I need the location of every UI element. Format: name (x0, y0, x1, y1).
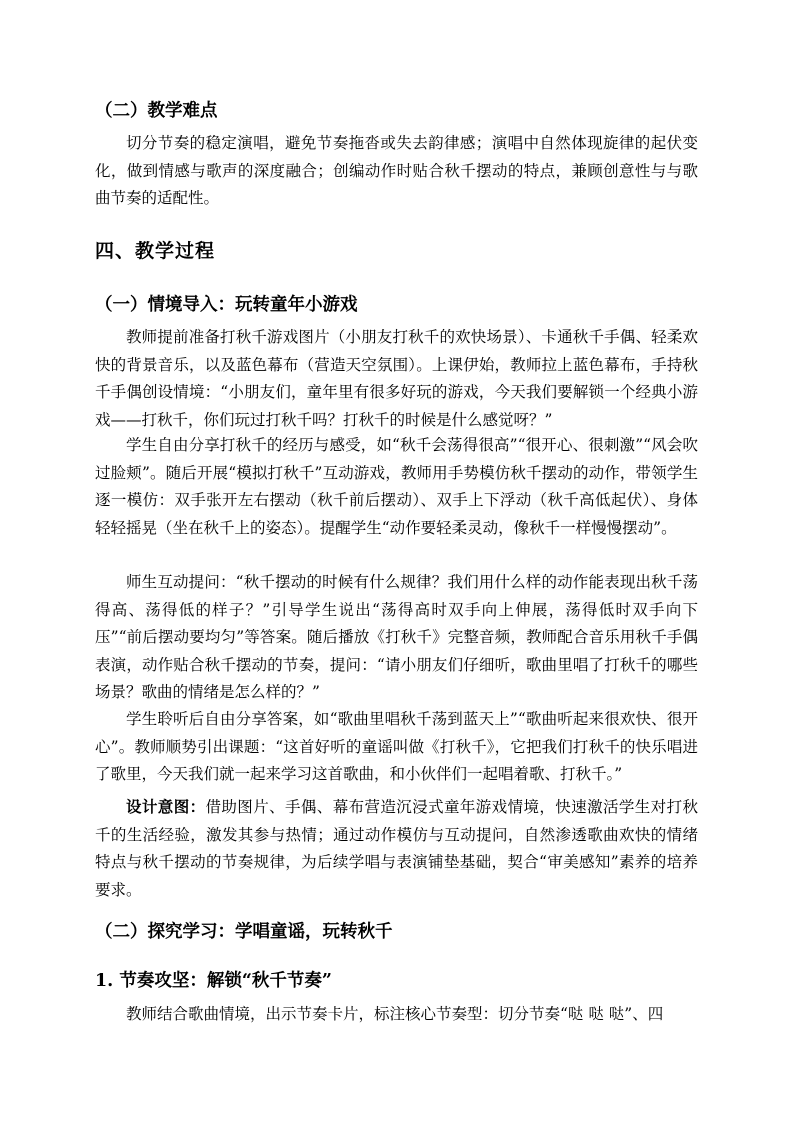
rhythm-heading: 1. 节奏攻坚：解锁“秋千节奏” (95, 971, 332, 991)
rhythm-paragraph: 教师结合歌曲情境，出示节奏卡片，标注核心节奏型：切分节奏“哒 哒 哒”、四 (126, 1005, 664, 1023)
design-intent-paragraph (95, 793, 698, 904)
explore-heading: （二）探究学习：学唱童谣，玩转秋千 (95, 922, 393, 942)
intro-paragraph-4: 学生聆听后自由分享答案，如“歌曲里唱秋千荡到蓝天上”“歌曲听起来很欢快、很开心”。教师顺势引出课题：“这首好听的童谣叫做《打秋千》，它把我们打秋千的快乐唱进了歌里，今天我们就一起来学习这首歌曲，和小伙伴们一起唱着歌、打秋千。” (95, 710, 698, 783)
process-heading: 四、教学过程 (95, 240, 216, 262)
intro-paragraph-1: 教师提前准备打秋千游戏图片（小朋友打秋千的欢快场景）、卡通秋千手偶、轻柔欢快的背景音乐，以及蓝色幕布（营造天空氛围）。上课伊始，教师拉上蓝色幕布，手持秋千手偶创设情境：“小朋友们，童年里有很多好玩的游戏，今天我们要解锁一个经典小游戏——打秋千，你们玩过打秋千吗？打秋千的时候是什么感觉呀？” (95, 328, 698, 429)
difficulty-heading: （二）教学难点 (95, 101, 218, 121)
intro-heading: （一）情境导入：玩转童年小游戏 (95, 295, 358, 315)
intro-paragraph-2: 学生自由分享打秋千的经历与感受，如“秋千会荡得很高”“很开心、很刺激”“风会吹过脸颊”。随后开展“模拟打秋千”互动游戏，教师用手势模仿秋千摆动的动作，带领学生逐一模仿：双手张开左右摆动（秋千前后摆动）、双手上下浮动（秋千高低起伏）、身体轻轻摇晃（坐在秋千上的姿态）。提醒学生“动作要轻柔灵动，像秋千一样慢慢摆动”。 (95, 436, 698, 537)
intro-paragraph-3: 师生互动提问：“秋千摆动的时候有什么规律？我们用什么样的动作能表现出秋千荡得高、荡得低的样子？”引导学生说出“荡得高时双手向上伸展，荡得低时双手向下压”“前后摆动要均匀”等答案。随后播放《打秋千》完整音频，教师配合音乐用秋千手偶表演，动作贴合秋千摆动的节奏，提问：“请小朋友们仔细听，歌曲里唱了打秋千的哪些场景？歌曲的情绪是怎么样的？” (95, 573, 698, 701)
difficulty-paragraph: 切分节奏的稳定演唱，避免节奏拖沓或失去韵律感；演唱中自然体现旋律的起伏变化，做到情感与歌声的深度融合；创编动作时贴合秋千摆动的特点，兼顾创意性与与歌曲节奏的适配性。 (95, 134, 698, 207)
design-intent-text: 借助图片、手偶、幕布营造沉浸式童年游戏情境，快速激活学生对打秋千的生活经验，激发其参与热情；通过动作模仿与互动提问，自然渗透歌曲欢快的情绪特点与秋千摆动的节奏规律，为后续学唱与表演铺垫基础，契合“审美感知”素养的培养要求。 (95, 798, 698, 899)
design-intent-label: 设计意图： (126, 797, 206, 816)
